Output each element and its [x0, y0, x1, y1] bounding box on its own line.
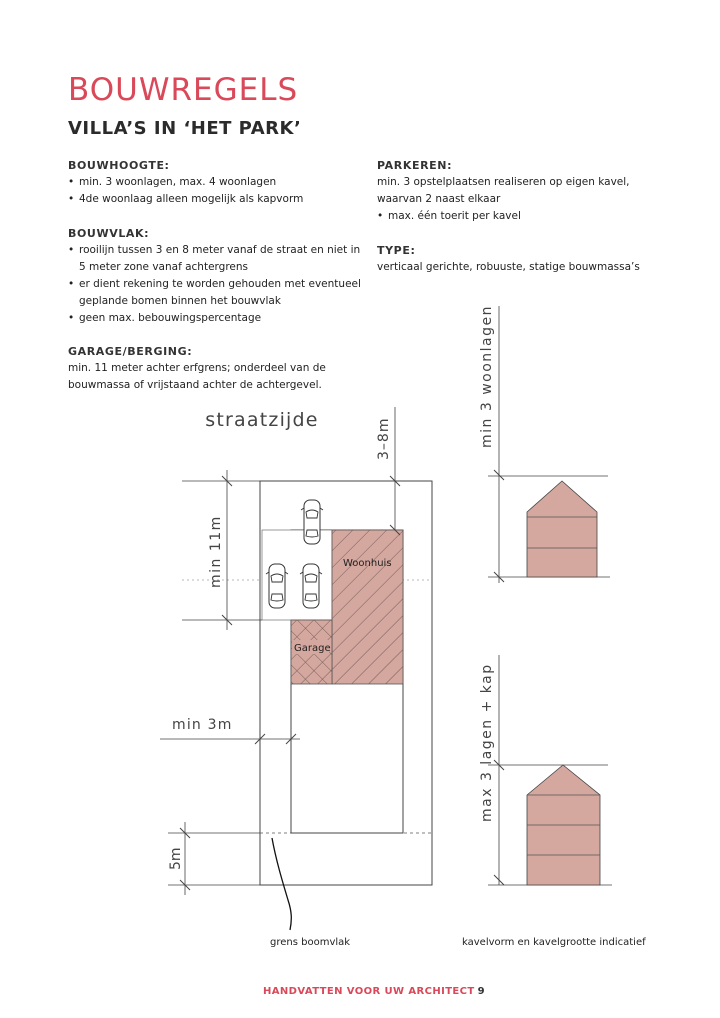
bouwvlak-heading: BOUWVLAK:: [68, 227, 150, 240]
woonhuis-block: [332, 530, 403, 684]
straatzijde-label: straatzijde: [205, 409, 319, 431]
parkeren-text-line: min. 3 opstelplaatsen realiseren op eigen kavel,: [377, 176, 630, 188]
dim-label-min11m: min 11m: [208, 515, 224, 588]
bouwvlak-item-line: geplande bomen binnen het bouwvlak: [79, 295, 281, 307]
page-title: BOUWREGELS: [68, 72, 299, 108]
label-min-3-woonlagen: min 3 woonlagen: [479, 304, 495, 448]
page-footer: [263, 986, 485, 997]
woonhuis-label: Woonhuis: [343, 558, 392, 569]
dim-label-5m: 5m: [168, 847, 184, 870]
page-number: 9: [477, 986, 485, 997]
bouwhoogte-item: • 4de woonlaag alleen mogelijk als kapvorm: [68, 191, 368, 208]
parkeren-heading: PARKEREN:: [377, 159, 453, 172]
grens-pointer-line: [272, 838, 291, 930]
type-text-line: verticaal gerichte, robuuste, statige bouwmassa’s: [377, 261, 640, 273]
car-icon: [301, 500, 323, 544]
bouwhoogte-item: • min. 3 woonlagen, max. 4 woonlagen: [68, 174, 368, 191]
footer-text: HANDVATTEN VOOR UW ARCHITECT: [263, 986, 475, 997]
parkeren-item: • max. één toerit per kavel: [377, 208, 677, 225]
dim-label-3-8m: 3–8m: [376, 417, 392, 460]
label-max-3-lagen-kap: max 3 lagen + kap: [479, 663, 495, 822]
bouwvlak-item-line: rooilijn tussen 3 en 8 meter vanaf de straat en niet in: [79, 244, 361, 256]
page-subtitle: VILLA’S IN ‘HET PARK’: [68, 118, 302, 139]
garage-heading: GARAGE/BERGING:: [68, 345, 193, 358]
type-heading: TYPE:: [377, 244, 416, 257]
dim-label-min3m: min 3m: [172, 717, 233, 733]
garage-text-line: min. 11 meter achter erfgrens; onderdeel van de: [68, 362, 326, 374]
parkeren-text-line: waarvan 2 naast elkaar: [377, 193, 501, 205]
bouwvlak-item-line: geen max. bebouwingspercentage: [79, 312, 262, 324]
car-icon: [300, 564, 322, 608]
bouwvlak-item-line: 5 meter zone vanaf achtergrens: [79, 261, 249, 273]
car-icon: [266, 564, 288, 608]
bouwhoogte-heading: BOUWHOOGTE:: [68, 159, 170, 172]
house-section-min: [527, 481, 597, 577]
caption-kavelvorm: kavelvorm en kavelgrootte indicatief: [462, 937, 646, 948]
garage-text-line: bouwmassa of vrijstaand achter de achtergevel.: [68, 379, 322, 391]
caption-grens-boomvlak: grens boomvlak: [270, 937, 351, 948]
bouwvlak-item-line: er dient rekening te worden gehouden met eventueel: [79, 278, 361, 290]
garage-label: Garage: [294, 643, 331, 654]
